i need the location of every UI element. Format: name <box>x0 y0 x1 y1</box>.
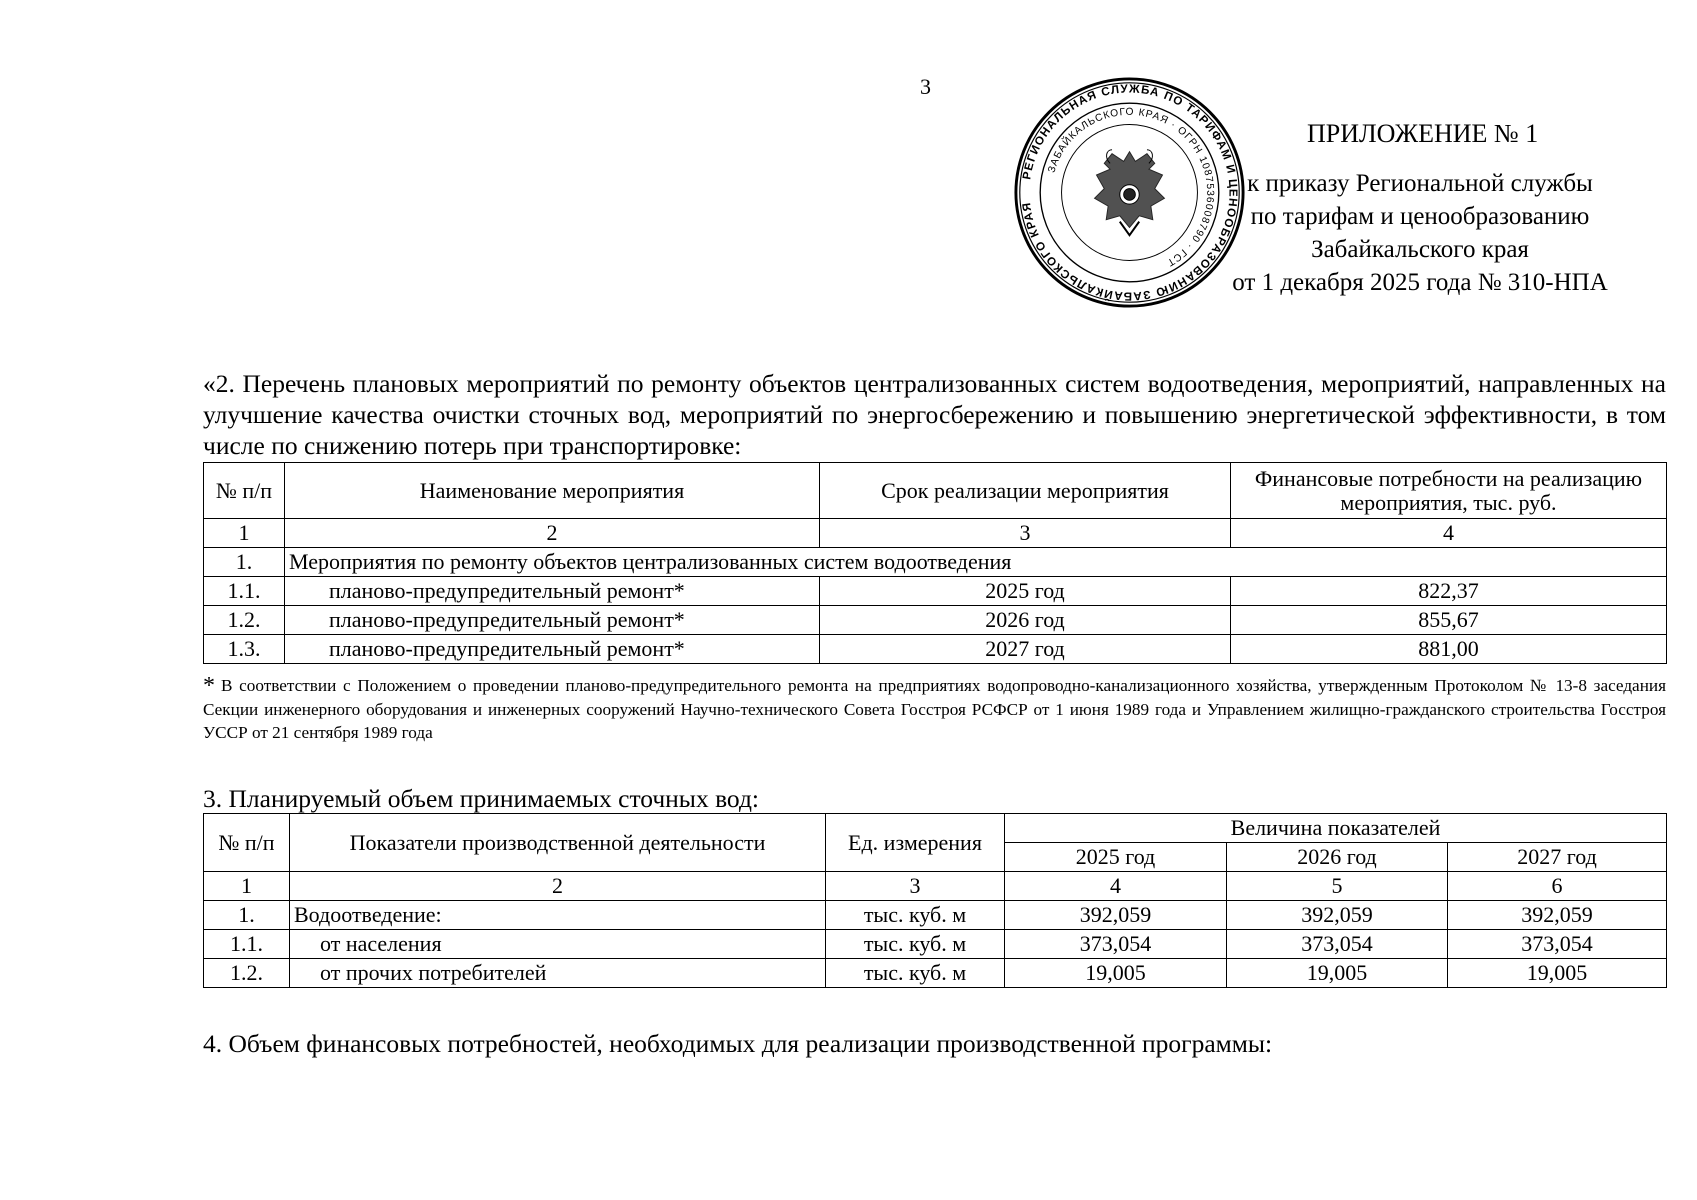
column-header: Срок реализации мероприятия <box>820 463 1231 519</box>
unit: тыс. куб. м <box>826 901 1005 930</box>
page-number: 3 <box>920 74 931 99</box>
value-cell: 19,005 <box>1005 959 1227 988</box>
column-number: 6 <box>1448 872 1667 901</box>
column-number: 4 <box>1005 872 1227 901</box>
column-number: 3 <box>826 872 1005 901</box>
section-2-heading-text: «2. Перечень плановых мероприятий по ремонту объектов централизованных систем водоотведения, мероприятий, направленных на улучшение качества очистки сточных вод, мероприятий по энергосбережению и повышению энергетической эффективности, в том числе по снижению потерь при транспортировке: <box>203 369 1666 460</box>
column-number: 3 <box>820 519 1231 548</box>
repair-measures-table <box>203 462 1667 664</box>
table-row <box>204 577 1667 606</box>
appendix-line: Забайкальского края <box>1311 236 1529 263</box>
table-row <box>204 930 1667 959</box>
measure-cost: 881,00 <box>1231 635 1667 664</box>
row-number: 1.2. <box>204 606 285 635</box>
appendix-line: к приказу Региональной службы <box>1247 170 1593 197</box>
group-label: Мероприятия по ремонту объектов централизованных систем водоотведения <box>285 548 1667 577</box>
measure-term: 2026 год <box>820 606 1231 635</box>
value-cell: 392,059 <box>1227 901 1448 930</box>
column-header: Наименование мероприятия <box>285 463 820 519</box>
svg-text:ЗАБАЙКАЛЬСКОГО КРАЯ · ОГРН 108: ЗАБАЙКАЛЬСКОГО КРАЯ · ОГРН 1087536008790 · ГСТ <box>1046 106 1216 269</box>
column-number: 1 <box>204 519 285 548</box>
section-4-heading: 4. Объем финансовых потребностей, необходимых для реализации производственной программы: <box>203 1029 1273 1058</box>
measure-cost: 822,37 <box>1231 577 1667 606</box>
footnote <box>203 674 1666 744</box>
year-header: 2027 год <box>1448 843 1667 872</box>
measure-name: планово-предупредительный ремонт* <box>285 635 820 664</box>
table-group-row <box>204 548 1667 577</box>
indicator-name: Водоотведение: <box>290 901 826 930</box>
year-header: 2025 год <box>1005 843 1227 872</box>
section-2-heading <box>203 368 1666 461</box>
appendix-line: по тарифам и ценообразованию <box>1250 203 1590 230</box>
table-header-row <box>204 463 1667 519</box>
value-cell: 373,054 <box>1227 930 1448 959</box>
appendix-line: от 1 декабря 2025 года № 310-НПА <box>1232 269 1608 296</box>
table-row <box>204 606 1667 635</box>
unit: тыс. куб. м <box>826 930 1005 959</box>
column-header: Ед. измерения <box>826 814 1005 872</box>
row-number: 1. <box>204 901 290 930</box>
value-cell: 392,059 <box>1448 901 1667 930</box>
column-header: Финансовые потребности на реализацию мероприятия, тыс. руб. <box>1231 463 1667 519</box>
footnote-marker: * <box>203 673 215 699</box>
measure-name: планово-предупредительный ремонт* <box>285 606 820 635</box>
value-cell: 373,054 <box>1448 930 1667 959</box>
measure-name: планово-предупредительный ремонт* <box>285 577 820 606</box>
column-header: № п/п <box>204 814 290 872</box>
value-cell: 392,059 <box>1005 901 1227 930</box>
unit: тыс. куб. м <box>826 959 1005 988</box>
table-row <box>204 901 1667 930</box>
measure-cost: 855,67 <box>1231 606 1667 635</box>
measure-term: 2025 год <box>820 577 1231 606</box>
column-number-row <box>204 872 1667 901</box>
indicator-name: от населения <box>290 930 826 959</box>
indicator-name: от прочих потребителей <box>290 959 826 988</box>
footnote-text: В соответствии с Положением о проведении планово-предупредительного ремонта на предприятиях водопроводно-канализационного хозяйства, утвержденным Протоколом № 13-8 заседания Секции инженерного оборудования и инженерных сооружений Научно-технического Совета Госстроя РСФСР от 1 июня 1989 года и Управлением жилищно-гражданского строительства Госстроя УССР от 21 сентября 1989 года <box>203 676 1666 742</box>
table-header-row <box>204 814 1667 843</box>
column-number: 2 <box>285 519 820 548</box>
column-number: 5 <box>1227 872 1448 901</box>
row-number: 1. <box>204 548 285 577</box>
svg-text:РЕГИОНАЛЬНАЯ СЛУЖБА ПО ТАРИФАМ: РЕГИОНАЛЬНАЯ СЛУЖБА ПО ТАРИФАМ И ЦЕНООБРАЗОВАНИЮ ЗАБАЙКАЛЬСКОГО КРАЯ <box>1019 82 1240 303</box>
table-row <box>204 635 1667 664</box>
value-cell: 373,054 <box>1005 930 1227 959</box>
row-number: 1.1. <box>204 577 285 606</box>
measure-term: 2027 год <box>820 635 1231 664</box>
row-number: 1.3. <box>204 635 285 664</box>
column-header: Показатели производственной деятельности <box>290 814 826 872</box>
appendix-title: ПРИЛОЖЕНИЕ № 1 <box>1307 119 1539 148</box>
row-number: 1.2. <box>204 959 290 988</box>
wastewater-volume-table <box>203 813 1667 988</box>
column-number: 4 <box>1231 519 1667 548</box>
double-headed-eagle-emblem <box>1095 150 1165 235</box>
year-header: 2026 год <box>1227 843 1448 872</box>
column-header: № п/п <box>204 463 285 519</box>
value-cell: 19,005 <box>1227 959 1448 988</box>
row-number: 1.1. <box>204 930 290 959</box>
column-number-row <box>204 519 1667 548</box>
value-cell: 19,005 <box>1448 959 1667 988</box>
column-group-header: Величина показателей <box>1005 814 1667 843</box>
column-number: 2 <box>290 872 826 901</box>
table-row <box>204 959 1667 988</box>
section-3-heading: 3. Планируемый объем принимаемых сточных вод: <box>203 784 760 813</box>
column-number: 1 <box>204 872 290 901</box>
